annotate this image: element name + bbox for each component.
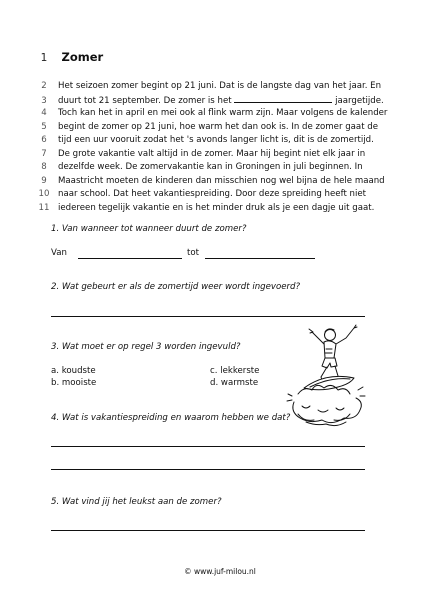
q1-to-label: tot <box>187 248 199 258</box>
surfer-icon <box>284 322 368 428</box>
question-2: 2. Wat gebeurt er als de zomertijd weer wordt ingevoerd? <box>51 282 301 292</box>
question-4: 4. Wat is vakantiespreiding en waarom hebben we dat? <box>51 413 291 423</box>
text-line <box>38 175 418 189</box>
line-number: 3 <box>41 95 47 106</box>
q5-answer-line[interactable] <box>51 530 365 531</box>
line-number: 9 <box>41 175 47 186</box>
line-text: dezelfde week. De zomervakantie kan in Groningen in juli beginnen. In <box>58 162 363 172</box>
text-line <box>38 134 418 148</box>
line-text: Het seizoen zomer begint op 21 juni. Dat is de langste dag van het jaar. En <box>58 81 382 91</box>
q3-option-b[interactable]: b. mooiste <box>51 378 97 388</box>
q4-answer-line-1[interactable] <box>51 446 365 447</box>
text-line <box>38 94 418 108</box>
line-number: 10 <box>38 189 50 199</box>
text-line <box>38 107 418 121</box>
text-line <box>38 202 418 216</box>
line-text: De grote vakantie valt altijd in de zomer. Maar hij begint niet elk jaar in <box>58 148 366 159</box>
reading-text <box>38 80 418 215</box>
fill-in-blank[interactable] <box>234 94 332 103</box>
question-3: 3. Wat moet er op regel 3 worden ingevuld? <box>51 342 241 352</box>
line-number: 11 <box>38 202 50 213</box>
text-line <box>38 188 418 202</box>
line-text: iedereen tegelijk vakantie en is het minder druk als je een dagje uit gaat. <box>58 202 375 213</box>
text-line <box>38 161 418 175</box>
title-row <box>38 50 103 64</box>
footer-copyright: © www.juf-milou.nl <box>184 567 256 576</box>
q4-answer-line-2[interactable] <box>51 469 365 470</box>
q2-answer-line[interactable] <box>51 316 365 317</box>
text-line <box>38 80 418 94</box>
line-text: begint de zomer op 21 juni, hoe warm het dan ook is. In de zomer gaat de <box>58 121 379 132</box>
text-line <box>38 148 418 162</box>
line-text: Toch kan het in april en mei ook al flink warm zijn. Maar volgens de kalender <box>58 108 388 118</box>
page-title: Zomer <box>61 50 104 64</box>
line-text: jaargetijde. <box>332 95 384 106</box>
question-5: 5. Wat vind jij het leukst aan de zomer? <box>51 497 222 507</box>
line-number: 7 <box>41 148 47 159</box>
line-number: 4 <box>41 108 47 118</box>
line-number: 6 <box>41 135 47 145</box>
q1-to-answer-line[interactable] <box>205 258 315 259</box>
q3-option-d[interactable]: d. warmste <box>210 378 259 388</box>
line-number: 8 <box>41 162 47 172</box>
line-number: 2 <box>41 81 47 91</box>
q1-from-label: Van <box>51 248 67 258</box>
line-text: duurt tot 21 september. De zomer is het <box>58 95 235 106</box>
line-text: naar school. Dat heet vakantiespreiding. Door deze spreiding heeft niet <box>58 189 367 199</box>
text-line <box>38 121 418 135</box>
line-text: Maastricht moeten de kinderen dan misschien nog wel bijna de hele maand <box>58 175 385 186</box>
q1-from-answer-line[interactable] <box>78 258 182 259</box>
question-1: 1. Van wanneer tot wanneer duurt de zomer? <box>51 224 247 234</box>
q3-option-c[interactable]: c. lekkerste <box>210 366 260 376</box>
line-text: tijd een uur vooruit zodat het 's avonds langer licht is, dit is de zomertijd. <box>58 135 374 145</box>
q3-option-a[interactable]: a. koudste <box>51 366 96 376</box>
title-line-number: 1 <box>40 52 48 64</box>
line-number: 5 <box>41 121 47 132</box>
